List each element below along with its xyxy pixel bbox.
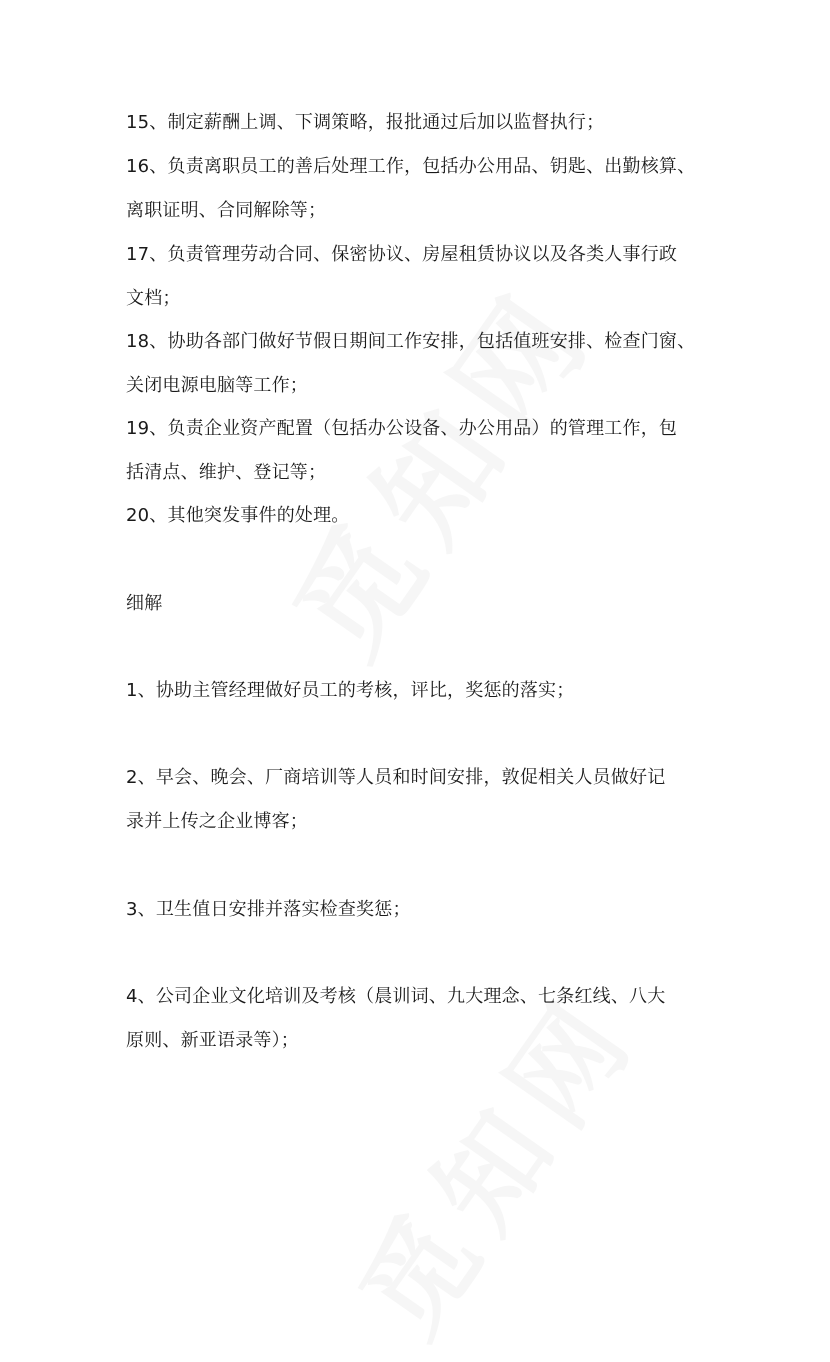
text-line: 19、负责企业资产配置（包括办公设备、办公用品）的管理工作，包 [126, 418, 678, 439]
detail-item-2 [126, 756, 716, 844]
list-item-16 [126, 145, 716, 233]
text-line: 17、负责管理劳动合同、保密协议、房屋租赁协议以及各类人事行政 [126, 244, 678, 265]
list-item-20 [126, 494, 716, 538]
text-line: 关闭电源电脑等工作； [126, 375, 308, 396]
list-item-15 [126, 101, 716, 145]
detail-item-4 [126, 975, 716, 1063]
text-line: 16、负责离职员工的善后处理工作，包括办公用品、钥匙、出勤核算、 [126, 156, 696, 177]
list-item-17 [126, 233, 716, 321]
text-line: 原则、新亚语录等）； [126, 1030, 299, 1051]
text-line: 15、制定薪酬上调、下调策略，报批通过后加以监督执行； [126, 112, 605, 133]
text-line: 20、其他突发事件的处理。 [126, 505, 350, 526]
text-line: 2、早会、晚会、厂商培训等人员和时间安排，敦促相关人员做好记 [126, 767, 666, 788]
text-line: 3、卫生值日安排并落实检查奖惩； [126, 899, 411, 920]
text-line: 括清点、维护、登记等； [126, 462, 327, 483]
text-line: 录并上传之企业博客； [126, 811, 308, 832]
list-item-18 [126, 320, 716, 408]
detail-item-1 [126, 669, 716, 713]
list-item-19 [126, 407, 716, 495]
heading-text: 细解 [126, 593, 163, 614]
text-line: 离职证明、合同解除等； [126, 200, 327, 221]
text-line: 18、协助各部门做好节假日期间工作安排，包括值班安排、检查门窗、 [126, 331, 696, 352]
text-line: 4、公司企业文化培训及考核（晨训词、九大理念、七条红线、八大 [126, 986, 666, 1007]
detail-item-3 [126, 888, 716, 932]
section-heading [126, 582, 716, 626]
text-line: 文档； [126, 288, 181, 309]
text-line: 1、协助主管经理做好员工的考核，评比，奖惩的落实； [126, 680, 575, 701]
